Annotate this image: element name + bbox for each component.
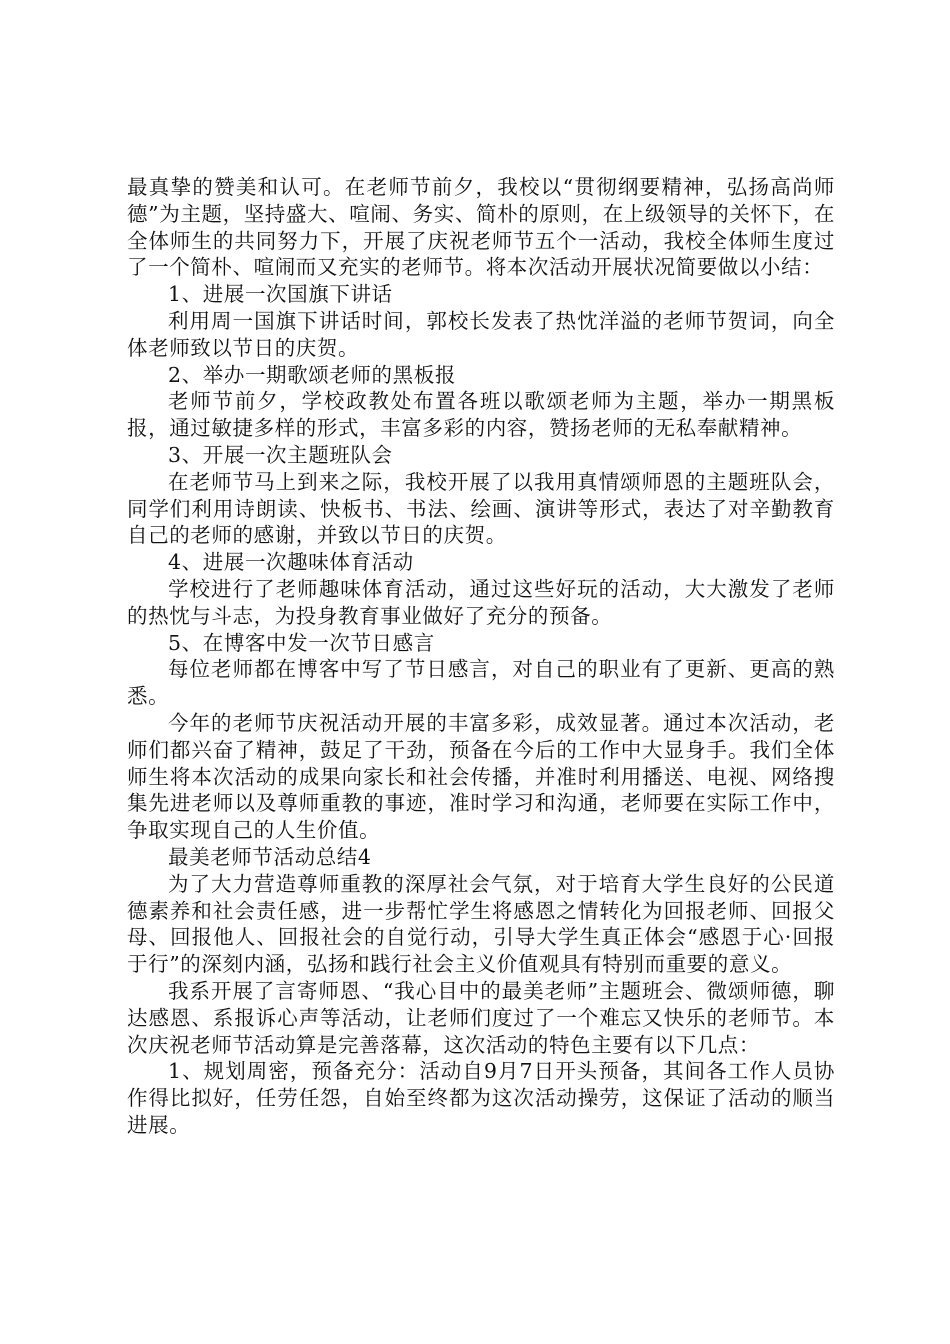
paragraph-item-1: 利用周一国旗下讲话时间，郭校长发表了热忱洋溢的老师节贺词，向全体老师致以节日的庆贺。 (127, 308, 835, 360)
paragraph-purpose: 为了大力营造尊师重教的深厚社会气氛，对于培育大学生良好的公民道德素养和社会责任感，进一步帮忙学生将感恩之情转化为回报老师、回报父母、回报他人、回报社会的自觉行动，引导大学生真正体会“感恩于心·回报于行”的深刻内涵，弘扬和践行社会主义价值观具有特别而重要的意义。 (127, 871, 835, 977)
paragraph-item-5: 每位老师都在博客中写了节日感言，对自己的职业有了更新、更高的熟悉。 (127, 657, 835, 709)
paragraph-item-4: 学校进行了老师趣味体育活动，通过这些好玩的活动，大大激发了老师的热忱与斗志，为投身教育事业做好了充分的预备。 (127, 576, 835, 628)
document-page (127, 174, 835, 1139)
heading-item-5: 5、在博客中发一次节日感言 (168, 630, 435, 655)
paragraph-feature-1: 1、规划周密，预备充分：活动自9月7日开头预备，其间各工作人员协作得比拟好，任劳任怨，自始至终都为这次活动操劳，这保证了活动的顺当进展。 (127, 1059, 835, 1137)
heading-item-3: 3、开展一次主题班队会 (168, 442, 393, 467)
paragraph-item-2: 老师节前夕，学校政教处布置各班以歌颂老师为主题，举办一期黑板报，通过敏捷多样的形式，丰富多彩的内容，赞扬老师的无私奉献精神。 (127, 389, 835, 441)
section-title-summary-4: 最美老师节活动总结4 (168, 844, 372, 869)
paragraph-summary: 今年的老师节庆祝活动开展的丰富多彩，成效显著。通过本次活动，老师们都兴奋了精神，鼓足了干劲，预备在今后的工作中大显身手。我们全体师生将本次活动的成果向家长和社会传播，并准时利用播送、电视、网络搜集先进老师以及尊师重教的事迹，准时学习和沟通，老师要在实际工作中，争取实现自己的人生价值。 (127, 710, 835, 843)
heading-item-2: 2、举办一期歌颂老师的黑板报 (168, 362, 456, 387)
heading-item-1: 1、进展一次国旗下讲话 (168, 282, 393, 307)
paragraph-activities: 我系开展了言寄师恩、“我心目中的最美老师”主题班会、微颂师德，聊达感恩、系报诉心声等活动，让老师们度过了一个难忘又快乐的老师节。本次庆祝老师节活动算是完善落幕，这次活动的特色主要有以下几点： (127, 978, 835, 1057)
paragraph-item-3: 在老师节马上到来之际，我校开展了以我用真情颂师恩的主题班队会，同学们利用诗朗读、快板书、书法、绘画、演讲等形式，表达了对辛勤教育自己的老师的感谢，并致以节日的庆贺。 (127, 469, 835, 548)
heading-item-4: 4、进展一次趣味体育活动 (168, 550, 414, 575)
paragraph-intro: 最真挚的赞美和认可。在老师节前夕，我校以“贯彻纲要精神，弘扬高尚师德”为主题，坚持盛大、喧闹、务实、简朴的原则，在上级领导的关怀下，在全体师生的共同努力下，开展了庆祝老师节五个一活动，我校全体师生度过了一个简朴、喧闹而又充实的老师节。将本次活动开展状况简要做以小结： (127, 175, 835, 280)
